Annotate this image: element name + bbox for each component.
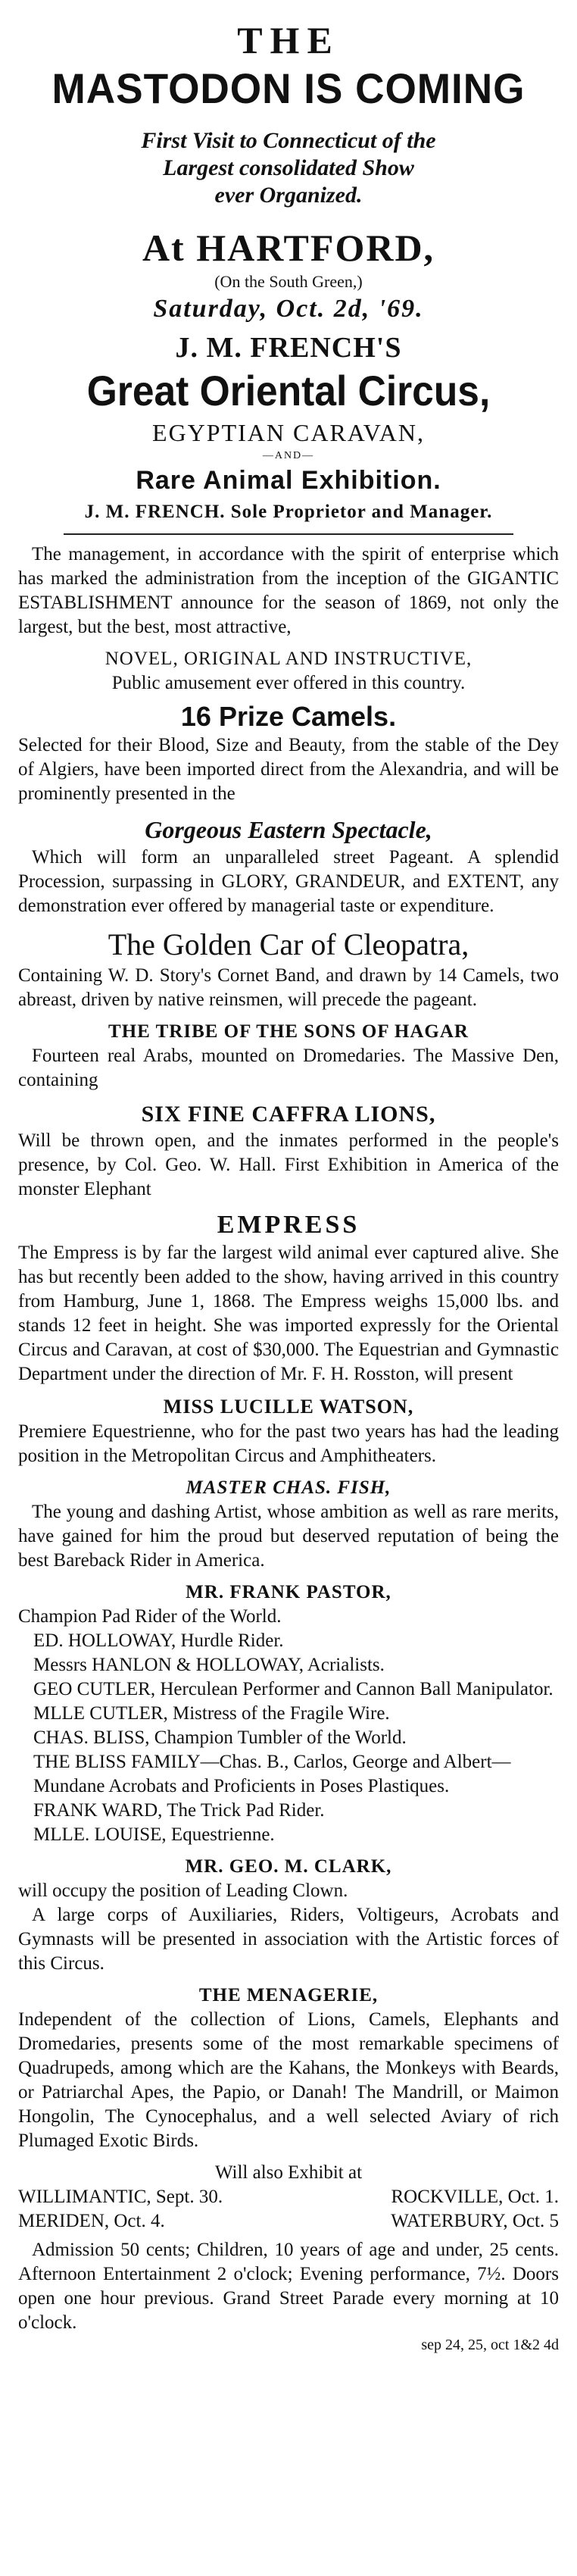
performer-line: MLLE. LOUISE, Equestrienne. bbox=[33, 1824, 275, 1845]
lions-heading: SIX FINE CAFFRA LIONS, bbox=[141, 1102, 436, 1127]
subtitle-line-2: Largest consolidated Show bbox=[163, 155, 414, 180]
schedule-row bbox=[18, 2209, 559, 2234]
pastor-performer-list bbox=[18, 1605, 559, 1847]
exhibition: Rare Animal Exhibition. bbox=[136, 466, 441, 495]
lions-text: Will be thrown open, and the inmates performed in the people's presence, by Col. Geo. W. Hall. First Exhibition in America of the monster Elephant bbox=[18, 1130, 559, 1199]
masthead-subtitle bbox=[18, 127, 559, 209]
schedule-stop: WATERBURY, Oct. 5 bbox=[391, 2211, 559, 2231]
performer-line: MLLE CUTLER, Mistress of the Fragile Wire. bbox=[33, 1703, 390, 1724]
menagerie-heading: THE MENAGERIE, bbox=[198, 1985, 379, 2005]
pastor-heading: MR. FRANK PASTOR, bbox=[186, 1582, 391, 1602]
schedule-heading: Will also Exhibit at bbox=[214, 2162, 363, 2183]
masthead-title: MASTODON IS COMING bbox=[51, 64, 526, 112]
location-date: Saturday, Oct. 2d, '69. bbox=[153, 295, 424, 323]
schedule-stop: MERIDEN, Oct. 4. bbox=[18, 2211, 165, 2231]
proprietor: J. M. FRENCH. Sole Proprietor and Manager. bbox=[84, 502, 493, 522]
hagar-text: Fourteen real Arabs, mounted on Dromedaries. The Massive Den, containing bbox=[18, 1046, 559, 1090]
schedule-row bbox=[18, 2185, 559, 2209]
spectacle-heading: Gorgeous Eastern Spectacle, bbox=[145, 816, 432, 843]
hagar-heading: THE TRIBE OF THE SONS OF HAGAR bbox=[108, 1021, 469, 1042]
menagerie-text: Independent of the collection of Lions, Camels, Elephants and Dromedaries, presents some of the most remarkable specimens of Quadrupeds, among which are the Kahans, the Monkeys with Beards, or Patriarchal Apes, the Papio, or Danah! The Mandrill, or Maimon Hongolin, The Cynocephalus, and a well selected Aviary of rich Plumaged Exotic Birds. bbox=[18, 2009, 559, 2151]
performer-line: THE BLISS FAMILY—Chas. B., Carlos, George and Albert—Mundane Acrobats and Proficients in Poses Plastiques. bbox=[33, 1752, 511, 1796]
divider bbox=[64, 533, 513, 535]
clark-heading: MR. GEO. M. CLARK, bbox=[185, 1856, 392, 1877]
schedule-stop: ROCKVILLE, Oct. 1. bbox=[391, 2187, 559, 2207]
watson-heading: MISS LUCILLE WATSON, bbox=[163, 1396, 414, 1418]
schedule-stop: WILLIMANTIC, Sept. 30. bbox=[18, 2187, 223, 2207]
performer-line: FRANK WARD, The Trick Pad Rider. bbox=[33, 1800, 325, 1821]
performer-line: Champion Pad Rider of the World. bbox=[18, 1606, 282, 1627]
admission-text: Admission 50 cents; Children, 10 years of age and under, 25 cents. Afternoon Entertainment 2 o'clock; Evening performance, 7½. Doors open one hour previous. Grand Street Parade every morning at 10 o'clock. bbox=[18, 2240, 559, 2333]
empress-text: The Empress is by far the largest wild animal ever captured alive. She has but recently been added to the show, having arrived in this country from Hamburg, June 1, 1868. The Empress weighs 15,000 lbs. and stands 12 feet in height. She was imported expressly for the Oriental Circus and Caravan, at cost of $30,000. The Equestrian and Gymnastic Department under the direction of Mr. F. H. Rosston, will present bbox=[18, 1243, 559, 1384]
performer-line: Messrs HANLON & HOLLOWAY, Acrialists. bbox=[33, 1655, 385, 1675]
caravan: EGYPTIAN CARAVAN, bbox=[152, 419, 425, 446]
clark-text-2: A large corps of Auxiliaries, Riders, Voltigeurs, Acrobats and Gymnasts will be presented in association with the Artistic forces of this Circus. bbox=[18, 1905, 559, 1974]
location-place: (On the South Green,) bbox=[214, 272, 363, 291]
intro-public: Public amusement ever offered in this country. bbox=[111, 673, 466, 693]
performer-line: CHAS. BLISS, Champion Tumbler of the World. bbox=[33, 1727, 407, 1748]
performer-line: GEO CUTLER, Herculean Performer and Cannon Ball Manipulator. bbox=[33, 1679, 554, 1699]
camels-heading: 16 Prize Camels. bbox=[180, 701, 397, 732]
dateline: sep 24, 25, oct 1&2 4d bbox=[421, 2337, 559, 2353]
watson-text: Premiere Equestrienne, who for the past two years has had the leading position in the Metropolitan Circus and Amphitheaters. bbox=[18, 1421, 559, 1466]
performer-line: ED. HOLLOWAY, Hurdle Rider. bbox=[33, 1630, 284, 1651]
masthead-the: THE bbox=[237, 19, 340, 61]
owner-heading: J. M. FRENCH'S bbox=[175, 332, 402, 364]
intro-text: The management, in accordance with the spirit of enterprise which has marked the administration from the inception of the GIGANTIC ESTABLISHMENT announce for the season of 1869, not only the largest, but the best, most attractive, bbox=[18, 544, 559, 637]
and-divider: —AND— bbox=[262, 450, 315, 461]
subtitle-line-3: ever Organized. bbox=[214, 183, 363, 208]
intro-novel: NOVEL, ORIGINAL AND INSTRUCTIVE, bbox=[104, 649, 473, 669]
camels-text: Selected for their Blood, Size and Beauty, from the stable of the Dey of Algiers, have been imported direct from the Alexandria, and will be prominently presented in the bbox=[18, 735, 559, 804]
subtitle-line-1: First Visit to Connecticut of the bbox=[141, 128, 436, 153]
fish-text: The young and dashing Artist, whose ambition as well as rare merits, have gained for him the proud but deserved reputation of being the best Bareback Rider in America. bbox=[18, 1502, 559, 1571]
show-name: Great Oriental Circus, bbox=[86, 367, 491, 414]
clark-text: will occupy the position of Leading Clown. bbox=[18, 1880, 348, 1901]
fish-heading: MASTER CHAS. FISH, bbox=[186, 1477, 391, 1498]
empress-heading: EMPRESS bbox=[217, 1211, 360, 1239]
location-at: At HARTFORD, bbox=[142, 227, 435, 269]
cleopatra-text: Containing W. D. Story's Cornet Band, and drawn by 14 Camels, two abreast, driven by native reinsmen, will precede the pageant. bbox=[18, 965, 559, 1010]
cleopatra-heading: The Golden Car of Cleopatra, bbox=[108, 927, 469, 961]
spectacle-text: Which will form an unparalleled street Pageant. A splendid Procession, surpassing in GLORY, GRANDEUR, and EXTENT, any demonstration ever offered by managerial taste or expenditure. bbox=[18, 847, 559, 916]
